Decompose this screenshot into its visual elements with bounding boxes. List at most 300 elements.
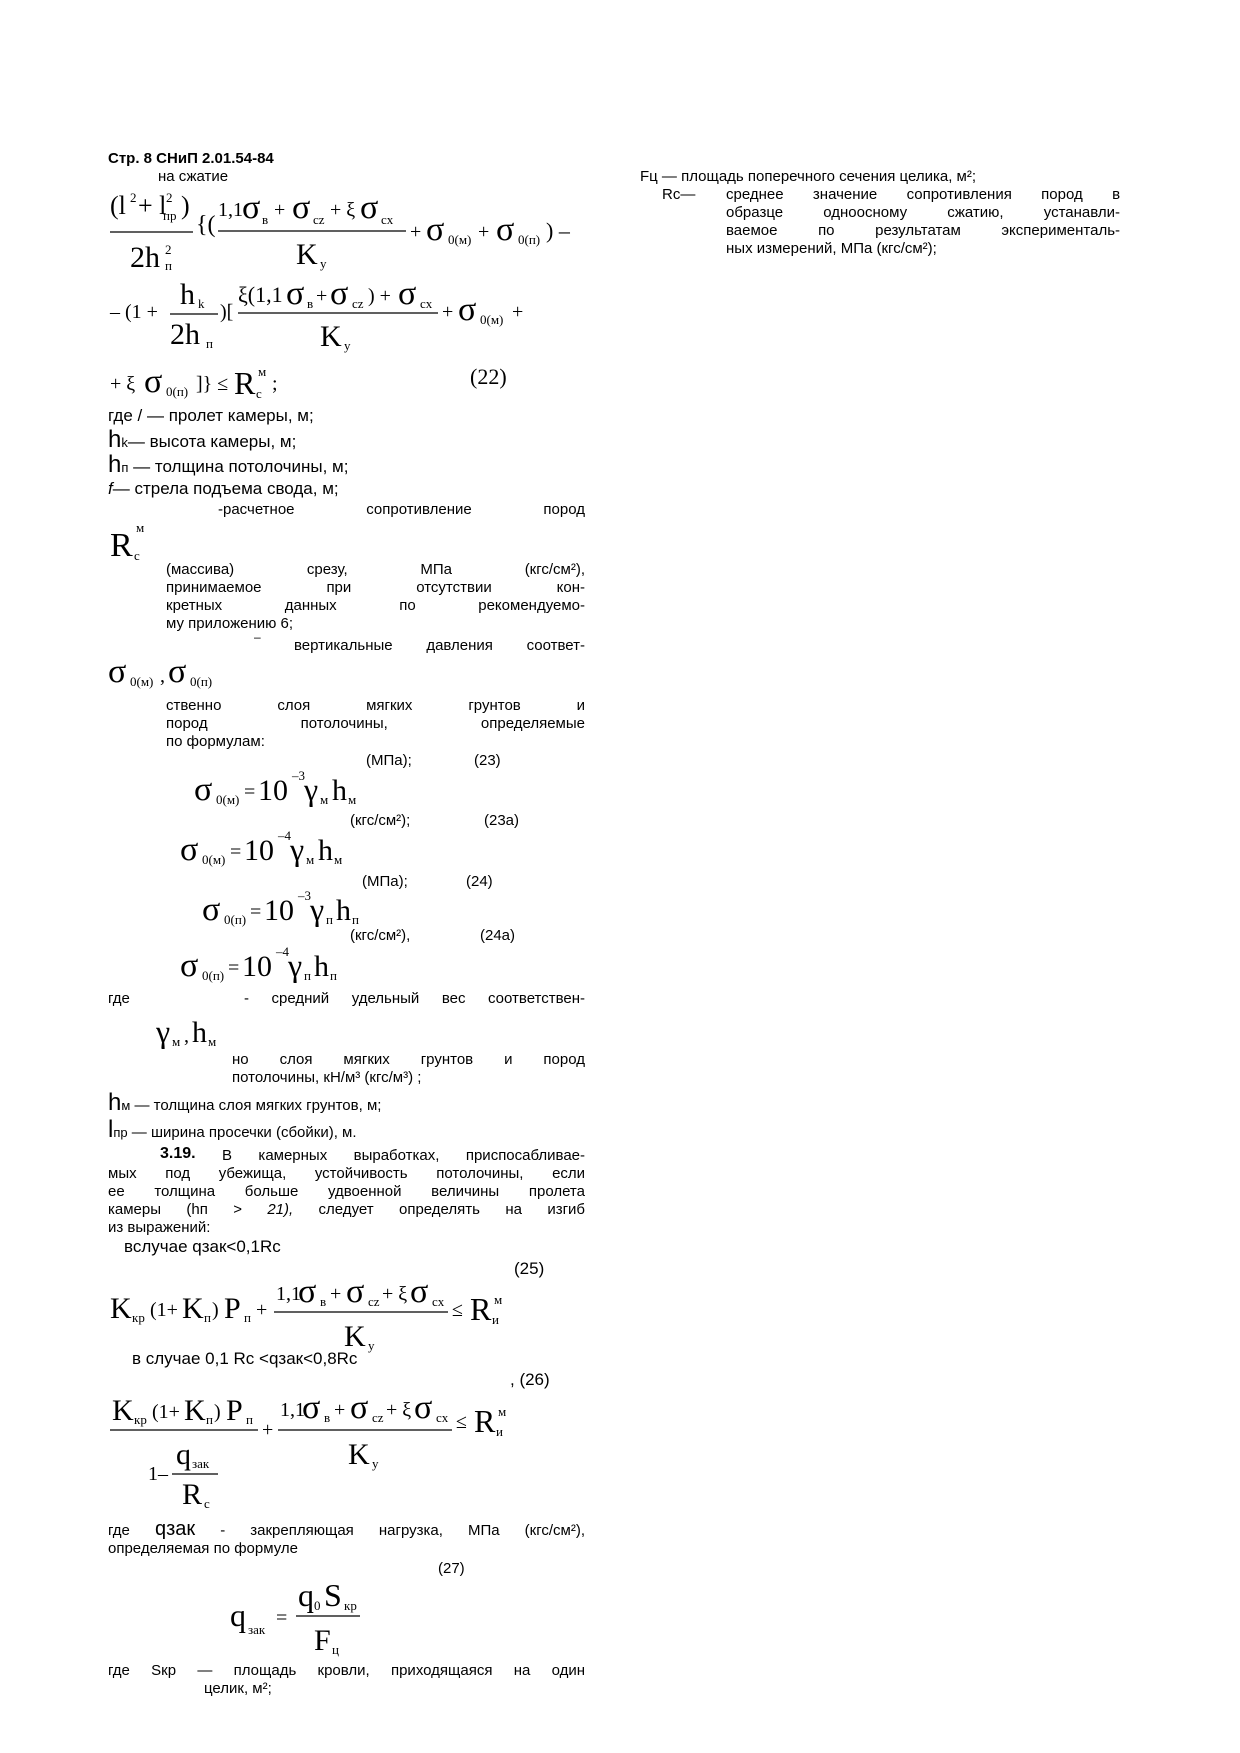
unit-23: (МПа); [366,752,412,769]
word: удельный [351,990,420,1007]
gamma-line-2 [232,1051,585,1069]
svg-text:2: 2 [130,190,137,205]
svg-text:) –: ) – [546,218,570,243]
svg-text:σ: σ [194,771,213,808]
svg-text:σ: σ [458,291,477,328]
unit-24a: (кгс/см²), [350,927,411,944]
word: следует [318,1201,374,1218]
p319-line-2 [108,1165,585,1183]
svg-text:пр: пр [163,208,177,223]
word: данных [284,597,337,614]
right-rc-line-1 [726,186,1120,204]
svg-text:σ: σ [180,831,199,868]
svg-text:у: у [344,338,351,353]
svg-text:2h: 2h [170,318,200,351]
hn-subscript: п [121,460,129,475]
word: В [222,1147,233,1164]
svg-text:K: K [182,1292,204,1325]
svg-text:п: п [206,1412,213,1427]
svg-text:п: п [304,968,311,983]
svg-text:K: K [112,1394,134,1427]
svg-text:0(м): 0(м) [216,792,240,807]
qzak-line-2: определяемая по формуле [108,1540,298,1557]
svg-text:h: h [332,774,347,807]
word: (кгс/см²), [524,1522,586,1539]
svg-text:=: = [250,901,262,923]
formula-24a [178,940,378,986]
svg-text:кр: кр [134,1412,147,1427]
svg-text:q: q [230,1597,246,1633]
word: образце [726,204,784,221]
word: средний [271,990,330,1007]
svg-text:м: м [498,1404,507,1419]
word: сопротивление [366,501,472,518]
equation-number-24: (24) [466,873,493,890]
svg-text:K: K [344,1320,366,1353]
hm-symbol: h [108,1089,122,1116]
word: - [220,1522,226,1539]
svg-text:– (1 +: – (1 + [110,301,158,323]
svg-text:R: R [474,1403,496,1439]
svg-text:п: п [165,258,172,273]
where-label: где [108,990,130,1007]
svg-text:+: + [316,285,328,307]
word: отсутствии [416,579,492,596]
svg-text:cz: cz [352,296,364,311]
svg-text:): ) [181,191,190,220]
word: ее [108,1183,125,1200]
svg-text:γ: γ [310,891,325,927]
svg-text:≤: ≤ [452,1299,463,1321]
svg-text:σ: σ [330,278,349,312]
svg-text:F: F [314,1624,331,1657]
hn-symbol: h [108,451,122,478]
svg-text:с: с [204,1496,210,1511]
qzak-line-1 [108,1520,585,1540]
svg-text:)[: )[ [220,301,234,323]
svg-text:σ: σ [298,1276,317,1310]
formula-23a [178,824,378,870]
svg-text:K: K [184,1394,206,1427]
word: пролета [528,1183,585,1200]
word: устанавли- [1043,204,1121,221]
gamma-line-3: потолочины, кН/м³ (кгс/м³) ; [232,1069,422,1086]
svg-text:0(м): 0(м) [202,852,226,867]
word: на [505,1201,522,1218]
word: определять [398,1201,480,1218]
word: вес [441,990,466,1007]
svg-text:п: п [204,1310,211,1325]
svg-text:кр: кр [132,1310,145,1325]
svg-text:): ) [212,1299,219,1321]
svg-text:h: h [336,894,351,927]
word: слоя [277,697,311,714]
sigma-line-2 [166,697,585,715]
case-1: вслучае qзак<0,1Rc [124,1237,281,1256]
svg-text:+: + [334,1399,346,1421]
dash-mark: – [254,630,261,644]
svg-text:=: = [244,781,256,803]
word: (массива) [166,561,235,578]
svg-text:K: K [320,320,342,353]
svg-text:≤: ≤ [456,1411,467,1433]
svg-text:–3: –3 [298,888,311,903]
f-text: — стрела подъема свода, м; [112,479,339,498]
p319-line-5: из выражений: [108,1219,211,1236]
svg-text:ц: ц [332,1642,339,1657]
word: в [1112,186,1121,203]
hm-subscript: м [121,1098,131,1113]
section-number-3-19: 3.19. [160,1145,196,1162]
equation-number-26: , (26) [510,1370,550,1389]
svg-text:σ: σ [144,363,163,400]
svg-text:в: в [307,296,314,311]
word: площадь [233,1662,297,1679]
word: рекомендуемо- [478,597,586,614]
svg-text:σ: σ [496,211,515,248]
svg-text:в: в [320,1294,327,1309]
svg-text:R: R [470,1291,492,1327]
case-2: в случае 0,1 Rc <qзак<0,8Rc [132,1349,358,1368]
svg-text:м: м [494,1292,503,1307]
unit-23a: (кгс/см²); [350,812,411,829]
word: Sкр [151,1662,177,1679]
svg-text:=: = [276,1607,288,1629]
sigma-line-4: по формулам: [166,733,265,750]
word: сжатию, [947,204,1004,221]
p319-line-4 [108,1201,585,1219]
svg-text:10: 10 [258,774,288,807]
formula-26 [108,1386,548,1516]
word: слоя [279,1051,313,1068]
svg-text:0(м): 0(м) [130,674,154,689]
svg-text:h: h [318,834,333,867]
svg-text:у: у [372,1456,379,1471]
svg-text:0(м): 0(м) [448,232,472,247]
svg-text:q: q [176,1438,191,1471]
svg-text:0(п): 0(п) [224,912,247,927]
equation-number-24a: (24а) [480,927,516,944]
svg-text:м: м [320,792,329,807]
hk-subscript: k [121,435,128,450]
svg-text:+: + [478,221,490,243]
rc-line-3 [166,579,585,597]
word: сопротивления [906,186,1012,203]
svg-text:с: с [256,386,262,401]
svg-text:cx: cx [381,212,394,227]
svg-text:+: + [442,301,454,323]
svg-text:cx: cx [436,1410,449,1425]
def-fc: Fц — площадь поперечного сечения целика, м²; [640,168,976,185]
svg-text:10: 10 [264,894,294,927]
svg-text:σ: σ [286,278,305,312]
word: камерных [258,1147,328,1164]
word: и [504,1051,513,1068]
svg-text:γ: γ [290,831,305,867]
word: одноосному [823,204,908,221]
word: давления [426,637,493,654]
svg-text:10: 10 [242,950,272,983]
word: удвоенной [328,1183,402,1200]
word: эксперименталь- [1001,222,1121,239]
word: ственно [166,697,222,714]
word: выработках, [353,1147,440,1164]
word: грунтов [468,697,521,714]
word: кровли, [317,1662,370,1679]
word: толщина [154,1183,216,1200]
svg-text:σ: σ [350,1389,369,1426]
word: соответствен- [488,990,586,1007]
sigma-symbols [108,652,258,692]
svg-text:п: п [246,1412,253,1427]
page-header: Стр. 8 СНиП 2.01.54-84 [108,150,274,167]
svg-text:+: + [256,1299,268,1321]
svg-text:ξ(1,1: ξ(1,1 [238,282,283,307]
svg-text:м: м [172,1034,181,1049]
word: соответ- [526,637,586,654]
def-hm [108,1089,381,1117]
word: qзак [154,1518,196,1540]
word: пород [166,715,208,732]
svg-text:σ: σ [414,1389,433,1426]
rc-line-5: му приложению 6; [166,615,294,632]
lpr-symbol: l [108,1116,114,1143]
word: мых [108,1165,137,1182]
right-rc-line-3 [726,222,1120,240]
svg-text:;: ; [272,373,278,395]
svg-text:+: + [512,301,524,323]
svg-text:h: h [314,950,329,983]
word: по [818,222,835,239]
svg-text:в: в [324,1410,331,1425]
word: ваемое [726,222,778,239]
rc-symbol [108,518,158,564]
f-symbol: f [108,479,113,498]
svg-text:=: = [228,957,240,979]
word: -расчетное [218,501,295,518]
svg-text:м: м [348,792,357,807]
svg-text:R: R [234,365,256,401]
svg-text:(1+: (1+ [152,1401,180,1423]
svg-text:σ: σ [426,211,445,248]
svg-text:) +: ) + [368,285,391,307]
skr-line-1 [108,1662,585,1680]
svg-text:и: и [492,1312,499,1327]
word: потолочины, [300,715,388,732]
svg-text:cx: cx [420,296,433,311]
svg-text:P: P [224,1292,241,1325]
svg-text:п: п [244,1310,251,1325]
svg-text:1,1: 1,1 [280,1399,305,1421]
svg-text:cz: cz [368,1294,380,1309]
word: МПа [420,561,452,578]
def-l: где / — пролет камеры, м; [108,406,314,425]
equation-number-25: (25) [514,1259,545,1278]
equation-number-27: (27) [438,1560,465,1577]
svg-text:п: п [206,336,213,351]
svg-text:и: и [496,1424,503,1439]
svg-text:–4: –4 [276,944,289,959]
svg-text:кр: кр [344,1598,357,1613]
equation-number-23: (23) [474,752,501,769]
svg-text:=: = [230,841,242,863]
lpr-text: — ширина просечки (сбойки), м. [127,1124,357,1141]
word: убежища, [218,1165,287,1182]
word: мягких [343,1051,390,1068]
svg-text:0(п): 0(п) [202,968,225,983]
svg-text:k: k [198,296,205,311]
svg-text:+: + [330,1283,342,1305]
svg-text:σ: σ [302,1389,321,1426]
svg-text:γ: γ [156,1013,171,1049]
word: приспосабливае- [465,1147,586,1164]
svg-text:в: в [262,212,269,227]
word: больше [244,1183,299,1200]
p319-line-1 [222,1147,585,1165]
word: - [244,990,249,1007]
p319-line-3 [108,1183,585,1201]
svg-text:0(п): 0(п) [166,384,189,399]
svg-text:): ) [214,1401,221,1423]
svg-text:σ: σ [410,1276,429,1310]
svg-text:2: 2 [165,242,172,257]
svg-text:σ: σ [242,189,261,226]
word: кон- [556,579,585,596]
svg-text:м: м [208,1034,217,1049]
svg-text:п: п [352,912,359,927]
def-hn [108,451,348,479]
svg-text:2h: 2h [130,241,160,274]
formula-22-line3 [108,356,408,406]
def-lpr [108,1116,357,1144]
svg-text:1,1: 1,1 [218,199,243,221]
text-compression: на сжатие [158,168,229,185]
word: среднее [726,186,784,203]
word: грунтов [420,1051,474,1068]
svg-text:(1+: (1+ [150,1299,178,1321]
svg-text:0(п): 0(п) [518,232,541,247]
svg-text:q: q [298,1577,314,1613]
word: вертикальные [294,637,393,654]
svg-text:у: у [320,256,327,271]
svg-text:+ ξ: + ξ [382,1283,408,1305]
svg-text:R: R [110,527,133,564]
svg-text:1,1: 1,1 [276,1283,301,1305]
svg-text:,: , [184,1025,189,1047]
svg-text:зак: зак [248,1622,266,1637]
svg-text:K: K [348,1438,370,1471]
word: значение [812,186,878,203]
svg-text:–4: –4 [278,828,291,843]
svg-text:2: 2 [166,190,173,205]
word: потолочины, [436,1165,524,1182]
svg-text:σ: σ [108,653,127,690]
svg-text:(l: (l [110,191,126,220]
svg-text:σ: σ [168,653,187,690]
formula-22-line2 [108,278,588,356]
svg-text:σ: σ [346,1276,365,1310]
svg-text:h: h [180,278,195,311]
word: по [399,597,416,614]
formula-27 [228,1574,378,1660]
word: приходящаяся [390,1662,493,1679]
word: один [551,1662,586,1679]
svg-text:–3: –3 [292,768,305,783]
word: — [197,1662,213,1679]
svg-text:1–: 1– [148,1463,168,1485]
def-f [108,479,339,499]
svg-text:σ: σ [202,891,221,928]
hk-symbol: h [108,426,122,453]
svg-text:0(п): 0(п) [190,674,213,689]
svg-text:{(: {( [196,212,216,238]
svg-text:cx: cx [432,1294,445,1309]
word: и [576,697,586,714]
word: устойчивость [314,1165,408,1182]
svg-text:P: P [226,1394,243,1427]
rc-line-1 [218,501,585,519]
svg-text:+: + [410,221,422,243]
svg-text:S: S [324,1577,342,1613]
word: изгиб [547,1201,586,1218]
equation-number-23a: (23а) [484,812,520,829]
word: если [552,1165,586,1182]
sigma-line-3 [166,715,585,733]
word: на [513,1662,531,1679]
svg-text:γ: γ [304,771,319,807]
svg-text:м: м [136,520,145,535]
lpr-subscript: пр [113,1125,128,1140]
svg-text:+ l: + l [138,191,167,220]
svg-text:с: с [134,548,140,563]
word: где [108,1662,130,1679]
word: 21), [267,1201,294,1218]
svg-text:cz: cz [372,1410,384,1425]
word: пород [1041,186,1083,203]
word: под [165,1165,191,1182]
word: величины [431,1183,500,1200]
word: но [232,1051,249,1068]
svg-text:0: 0 [314,1598,321,1613]
svg-text:K: K [110,1292,132,1325]
svg-text:σ: σ [398,278,417,312]
svg-text:σ: σ [292,189,311,226]
skr-line-2: целик, м²; [204,1680,272,1697]
formula-25 [108,1276,548,1356]
svg-text:,: , [160,665,165,687]
svg-text:]} ≤: ]} ≤ [196,373,229,395]
svg-text:м: м [258,364,267,379]
svg-text:п: п [326,912,333,927]
sigma-line-1 [294,637,585,655]
unit-24: (МПа); [362,873,408,890]
hk-text: — высота камеры, м; [127,432,297,451]
word: нагрузка, [378,1522,443,1539]
word: срезу, [306,561,348,578]
word: кретных [166,597,223,614]
svg-text:0(м): 0(м) [480,312,504,327]
formula-23 [192,764,392,810]
svg-text:γ: γ [288,947,303,983]
formula-24 [200,884,400,930]
svg-text:σ: σ [360,189,379,226]
svg-text:+: + [262,1419,274,1441]
word: камеры [108,1201,162,1218]
word: мягких [366,697,413,714]
gamma-line-1 [244,990,585,1008]
right-rc-line-4: ных измерений, МПа (кгс/см²); [726,240,937,257]
def-hk [108,426,296,454]
